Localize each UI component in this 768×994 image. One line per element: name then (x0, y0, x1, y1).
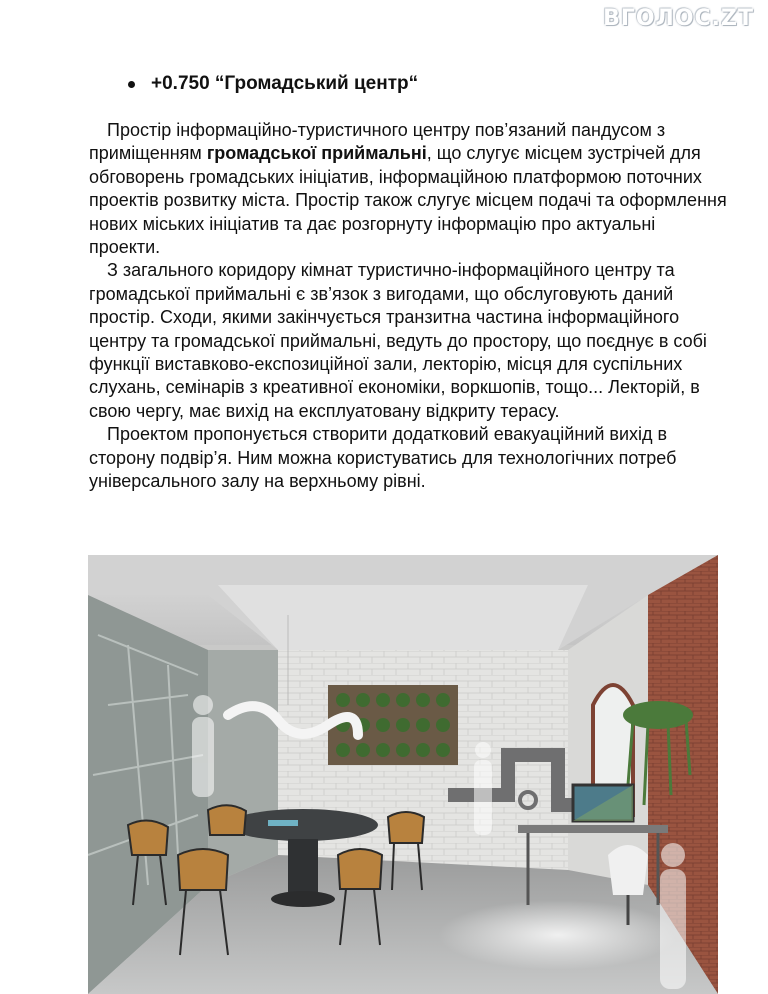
bullet-icon (128, 81, 135, 88)
document-body (89, 119, 729, 494)
paragraph-1-start: Простір інформаційно-туристичного центру пов’язаний пандусом з приміщенням (89, 120, 666, 164)
section-heading-text: +0.750 “Громадський центр“ (151, 73, 419, 94)
paragraph-3: Проектом пропонується створити додатковий евакуаційний вихід в сторону подвір’я. Ним можна користуватись для технологічних потреб універсального залу на верхньому рівні. (89, 424, 677, 492)
site-watermark: ВГОЛОС.ZT (603, 6, 754, 31)
paragraph-1-bold: громадської приймальні (206, 143, 427, 164)
section-heading (128, 73, 418, 95)
paragraph-2: З загального коридору кімнат туристично-інформаційного центру та громадської приймальні є зв’язок з вигодами, що обслуговують даний простір. Сходи, якими закінчується транзитна частина інформаційного центру та громадської приймальні, ведуть до простору, що поєднує в собі функції виставково-експозиційної зали, лекторію, місця для суспільних слухань, семінарів з креативної економіки, воркшопів, тощо... Лекторій, в свою чергу, має вихід на експлуатовану відкриту терасу. (89, 260, 707, 421)
paragraph-1-end: , що слугує місцем зустрічей для обговорень громадських ініціатив, інформаційною платформою поточних проектів розвитку міста. Простір також слугує місцем подачі та оформлення нових міських ініціатив та дає розгорнуту інформацію про актуальні проекти. (89, 143, 727, 258)
paragraph-1 (89, 119, 729, 259)
interior-render-image (88, 555, 718, 994)
